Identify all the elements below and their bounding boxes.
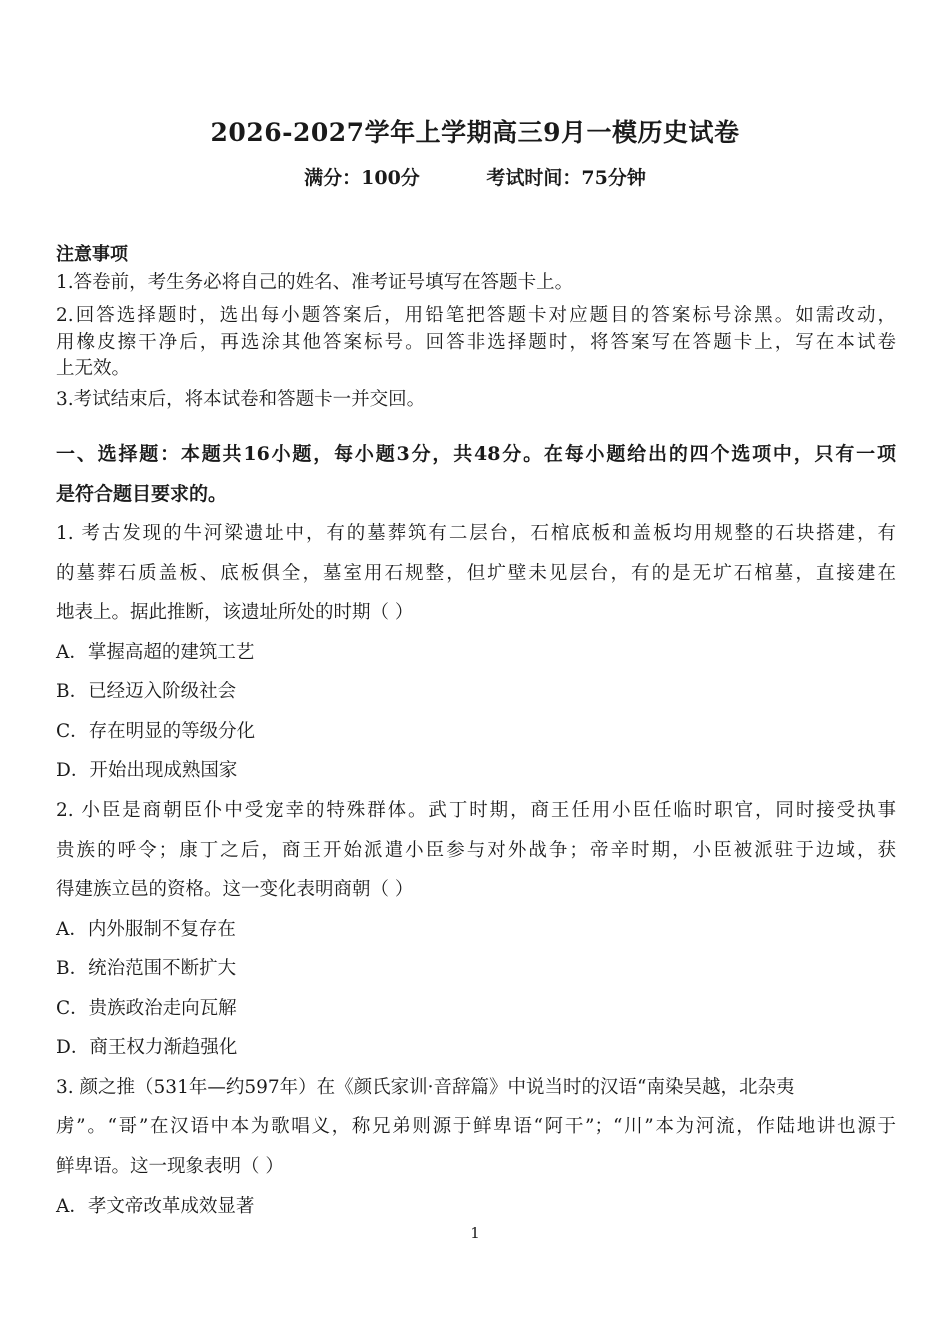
question-2-stem: 贵族的呼令；康丁之后，商王开始派遣小臣参与对外战争；帝辛时期，小臣被派驻于边域，获 bbox=[56, 840, 896, 861]
question-1-option-d: D．开始出现成熟国家 bbox=[56, 760, 238, 781]
question-3-option-a: A．孝文帝改革成效显著 bbox=[56, 1196, 255, 1217]
question-2-stem: 2. 小臣是商朝臣仆中受宠幸的特殊群体。武丁时期，商王任用小臣任临时职官，同时接受执事 bbox=[56, 800, 896, 821]
question-2-option-b: B．统治范围不断扩大 bbox=[56, 958, 237, 979]
question-1-stem: 地表上。据此推断，该遗址所处的时期（ ） bbox=[56, 602, 414, 623]
exam-title: 2026-2027学年上学期高三9月一模历史试卷 bbox=[210, 118, 740, 147]
question-3-stem: 鲜卑语。这一现象表明（ ） bbox=[56, 1156, 284, 1177]
question-2-option-d: D．商王权力渐趋强化 bbox=[56, 1037, 238, 1058]
notice-line: 1.答卷前，考生务必将自己的姓名、准考证号填写在答题卡上。 bbox=[56, 272, 574, 293]
question-2-stem: 得建族立邑的资格。这一变化表明商朝（ ） bbox=[56, 879, 414, 900]
notice-line: 上无效。 bbox=[56, 358, 131, 379]
notice-line: 用橡皮擦干净后，再选涂其他答案标号。回答非选择题时，将答案写在答题卡上，写在本试卷 bbox=[56, 332, 896, 353]
question-2-option-a: A．内外服制不复存在 bbox=[56, 919, 236, 940]
section-heading-cont: 是符合题目要求的。 bbox=[56, 483, 228, 505]
exam-duration: 考试时间：75分钟 bbox=[486, 167, 646, 189]
question-3-stem: 3. 颜之推（531年—约597年）在《颜氏家训·音辞篇》中说当时的汉语“南染吴越，北杂夷 bbox=[56, 1077, 795, 1098]
notice-line: 2.回答选择题时，选出每小题答案后，用铅笔把答题卡对应题目的答案标号涂黑。如需改动， bbox=[56, 305, 896, 326]
question-1-option-c: C．存在明显的等级分化 bbox=[56, 721, 256, 742]
question-1-option-b: B．已经迈入阶级社会 bbox=[56, 681, 237, 702]
exam-meta bbox=[0, 163, 950, 190]
notice-line: 3.考试结束后，将本试卷和答题卡一并交回。 bbox=[56, 389, 426, 410]
question-1-stem: 1. 考古发现的牛河梁遗址中，有的墓葬筑有二层台，石棺底板和盖板均用规整的石块搭建，有 bbox=[56, 523, 896, 544]
question-1-stem: 的墓葬石质盖板、底板俱全，墓室用石规整，但圹壁未见层台，有的是无圹石棺墓，直接建在 bbox=[56, 563, 896, 584]
question-2-option-c: C．贵族政治走向瓦解 bbox=[56, 998, 237, 1019]
full-score: 满分：100分 bbox=[304, 167, 420, 189]
question-1-option-a: A．掌握高超的建筑工艺 bbox=[56, 642, 255, 663]
notice-heading: 注意事项 bbox=[56, 244, 128, 265]
page-number: 1 bbox=[470, 1224, 480, 1242]
section-heading: 一、选择题：本题共16小题，每小题3分，共48分。在每小题给出的四个选项中，只有一项 bbox=[56, 443, 896, 465]
question-3-stem: 虏”。“哥”在汉语中本为歌唱义，称兄弟则源于鲜卑语“阿干”；“川”本为河流，作陆地讲也源于 bbox=[56, 1116, 896, 1137]
